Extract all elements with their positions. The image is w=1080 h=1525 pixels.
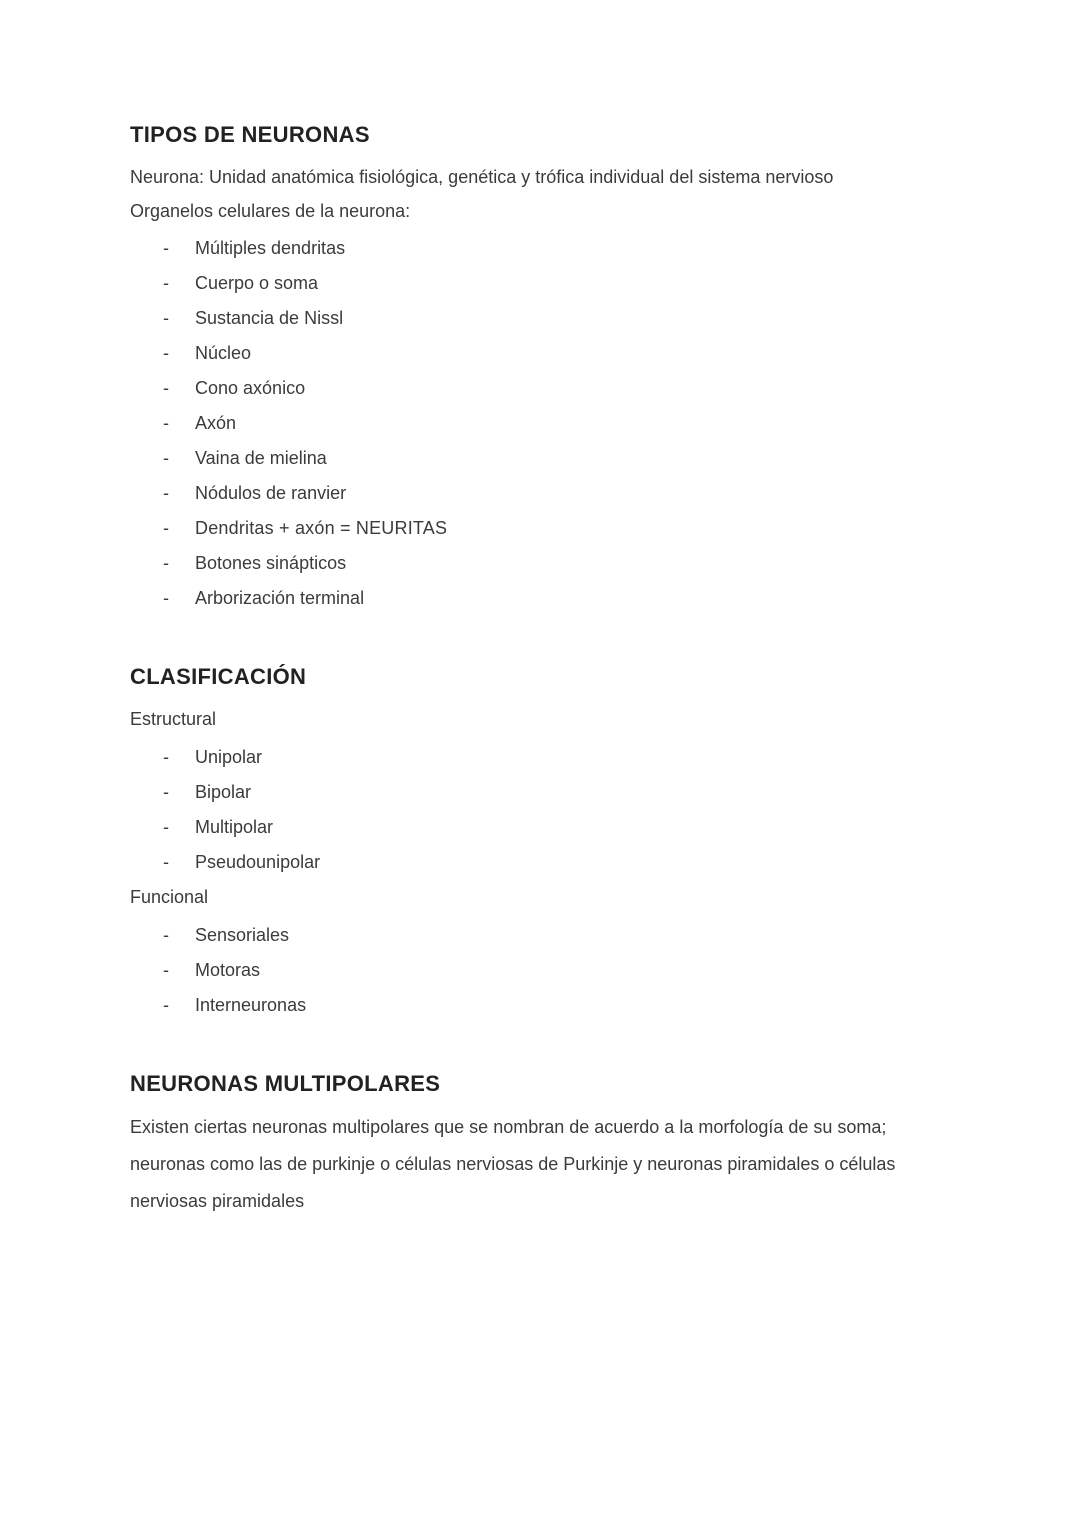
list-item xyxy=(130,953,945,988)
list-item xyxy=(130,740,945,775)
list-item xyxy=(130,581,945,616)
list-item xyxy=(130,301,945,336)
dash-marker: - xyxy=(163,747,169,767)
organelos-intro-line: Organelos celulares de la neurona: xyxy=(130,201,411,221)
dash-marker: - xyxy=(163,995,169,1015)
list-item xyxy=(130,988,945,1023)
dash-marker: - xyxy=(163,343,169,363)
list-item-label: Sustancia de Nissl xyxy=(195,308,344,328)
neurona-definition-line: Neurona: Unidad anatómica fisiológica, genética y trófica individual del sistema nervioso xyxy=(130,167,834,187)
list-item xyxy=(130,406,945,441)
group-label-estructural: Estructural xyxy=(130,709,217,729)
section-heading-clasificacion: CLASIFICACIÓN xyxy=(130,664,307,689)
list-item-label: Unipolar xyxy=(195,747,263,767)
section-heading-multipolares: NEURONAS MULTIPOLARES xyxy=(130,1071,441,1096)
list-item-label: Arborización terminal xyxy=(195,588,365,608)
list-item xyxy=(130,810,945,845)
group-label-funcional: Funcional xyxy=(130,887,209,907)
dash-marker: - xyxy=(163,273,169,293)
list-item-label: Pseudounipolar xyxy=(195,852,321,872)
dash-marker: - xyxy=(163,925,169,945)
estructural-list xyxy=(130,740,945,880)
dash-marker: - xyxy=(163,518,169,538)
list-item xyxy=(130,441,945,476)
dash-marker: - xyxy=(163,238,169,258)
list-item xyxy=(130,371,945,406)
list-item xyxy=(130,476,945,511)
list-item xyxy=(130,845,945,880)
dash-marker: - xyxy=(163,483,169,503)
list-item-label: Dendritas + axón = NEURITAS xyxy=(195,518,448,538)
list-item-label: Motoras xyxy=(195,960,261,980)
list-item-label: Múltiples dendritas xyxy=(195,238,346,258)
list-item-label: Interneuronas xyxy=(195,995,307,1015)
list-item-label: Sensoriales xyxy=(195,925,290,945)
list-item-label: Multipolar xyxy=(195,817,274,837)
section-heading-tipos: TIPOS DE NEURONAS xyxy=(130,122,370,147)
list-item xyxy=(130,775,945,810)
list-item xyxy=(130,336,945,371)
dash-marker: - xyxy=(163,588,169,608)
dash-marker: - xyxy=(163,308,169,328)
dash-marker: - xyxy=(163,852,169,872)
dash-marker: - xyxy=(163,960,169,980)
section-clasificacion xyxy=(130,664,945,1023)
list-item-label: Botones sinápticos xyxy=(195,553,347,573)
list-item xyxy=(130,918,945,953)
dash-marker: - xyxy=(163,413,169,433)
list-item-label: Cuerpo o soma xyxy=(195,273,319,293)
list-item-label: Núcleo xyxy=(195,343,252,363)
list-item xyxy=(130,231,945,266)
list-item-label: Bipolar xyxy=(195,782,252,802)
list-item-label: Vaina de mielina xyxy=(195,448,327,468)
list-item xyxy=(130,511,945,546)
dash-marker: - xyxy=(163,553,169,573)
list-item-label: Axón xyxy=(195,413,237,433)
section-neuronas-multipolares xyxy=(130,1071,945,1220)
list-item xyxy=(130,266,945,301)
list-item xyxy=(130,546,945,581)
dash-marker: - xyxy=(163,378,169,398)
organelos-list xyxy=(130,231,945,616)
list-item-label: Nódulos de ranvier xyxy=(195,483,347,503)
list-item-label: Cono axónico xyxy=(195,378,306,398)
dash-marker: - xyxy=(163,448,169,468)
section-tipos-de-neuronas xyxy=(130,122,945,616)
dash-marker: - xyxy=(163,782,169,802)
multipolares-paragraph: Existen ciertas neuronas multipolares que se nombran de acuerdo a la morfología de su soma; neuronas como las de purkinje o células nerviosas de Purkinje y neuronas piramidales o células nerviosas piramidales xyxy=(130,1117,896,1211)
dash-marker: - xyxy=(163,817,169,837)
funcional-list xyxy=(130,918,945,1023)
